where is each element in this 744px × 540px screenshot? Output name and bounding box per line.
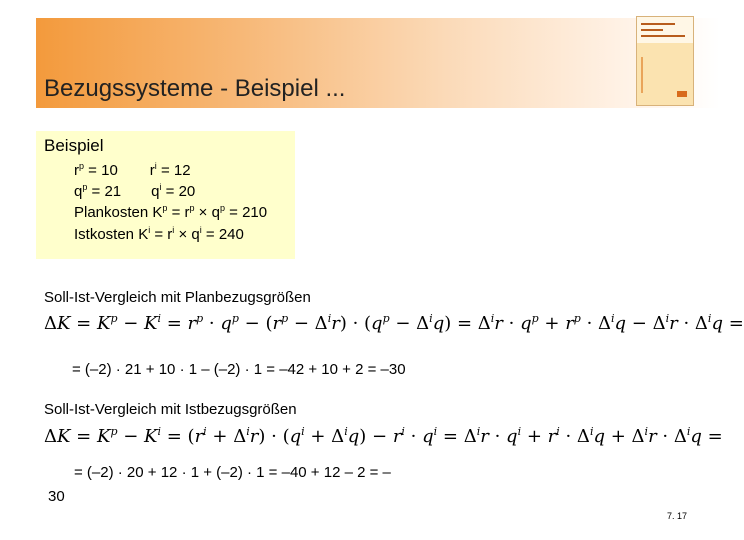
sup-p: p	[79, 161, 85, 171]
value-ri: = 12	[156, 162, 191, 179]
calc-istbezug-cont: 30	[48, 488, 65, 505]
plankosten-label: Plankosten K	[74, 204, 163, 221]
sup-p: p	[189, 203, 195, 213]
example-row-istkosten	[74, 226, 244, 243]
example-row-q	[74, 183, 195, 200]
publisher-logo	[677, 91, 687, 97]
value-qp: = 21	[87, 183, 122, 200]
example-row-plankosten	[74, 204, 267, 221]
section-heading-ist: Soll-Ist-Vergleich mit Istbezugsgrößen	[44, 401, 297, 418]
example-box	[36, 131, 295, 259]
sup-i: i	[199, 225, 202, 235]
times-q: × q	[174, 226, 200, 243]
value-qi: = 20	[161, 183, 196, 200]
book-cover-stripe	[641, 57, 643, 93]
value-rp: = 10	[84, 162, 118, 179]
times-q: × q	[194, 204, 220, 221]
istkosten-label: Istkosten K	[74, 226, 149, 243]
sup-p: p	[82, 182, 88, 192]
var-r: r	[149, 162, 155, 179]
sup-i: i	[159, 182, 162, 192]
example-heading: Beispiel	[44, 136, 104, 155]
istkosten-value: = 240	[201, 226, 244, 243]
book-cover-line	[641, 23, 675, 25]
book-cover-line	[641, 29, 663, 31]
calc-planbezug: = (–2) · 21 + 10 · 1 – (–2) · 1 = –42 + 10 + 2 = –30	[72, 361, 406, 378]
sup-i: i	[172, 225, 175, 235]
page-number: 7. 17	[667, 511, 688, 521]
sup-i: i	[148, 225, 151, 235]
sup-i: i	[154, 161, 157, 171]
formula-planbezug: $\Delta K = K^p - K^i = r^p \cdot q^p - (r^p - \Delta^ir) \cdot (q^p - \Delta^iq) = \Delta^ir \cdot q^p + r^p \cdot \Delta^iq - \Delta^ir \cdot \Delta^iq$ =	[44, 312, 744, 334]
example-row-r	[74, 162, 191, 179]
book-cover-line	[641, 35, 685, 37]
plankosten-value: = 210	[224, 204, 268, 221]
calc-istbezug: = (–2) · 20 + 12 · 1 + (–2) · 1 = –40 + 12 – 2 = –	[74, 464, 391, 481]
var-q: q	[151, 183, 160, 200]
book-cover-image	[636, 16, 694, 106]
sup-p: p	[162, 203, 168, 213]
formula-istbezug: $\Delta K = K^p - K^i = (r^i + \Delta^ir) \cdot (q^i + \Delta^iq) - r^i \cdot q^i = \Delta^ir \cdot q^i + r^i \cdot \Delta^iq + \Delta^ir \cdot \Delta^iq$ =	[44, 425, 723, 447]
var-r: r	[74, 162, 79, 179]
var-q: q	[74, 183, 83, 200]
eq-r: = r	[167, 204, 190, 221]
sup-p: p	[219, 203, 225, 213]
slide-title: Bezugssysteme - Beispiel ...	[44, 75, 346, 102]
section-heading-plan: Soll-Ist-Vergleich mit Planbezugsgrößen	[44, 289, 311, 306]
eq-r: = r	[150, 226, 173, 243]
